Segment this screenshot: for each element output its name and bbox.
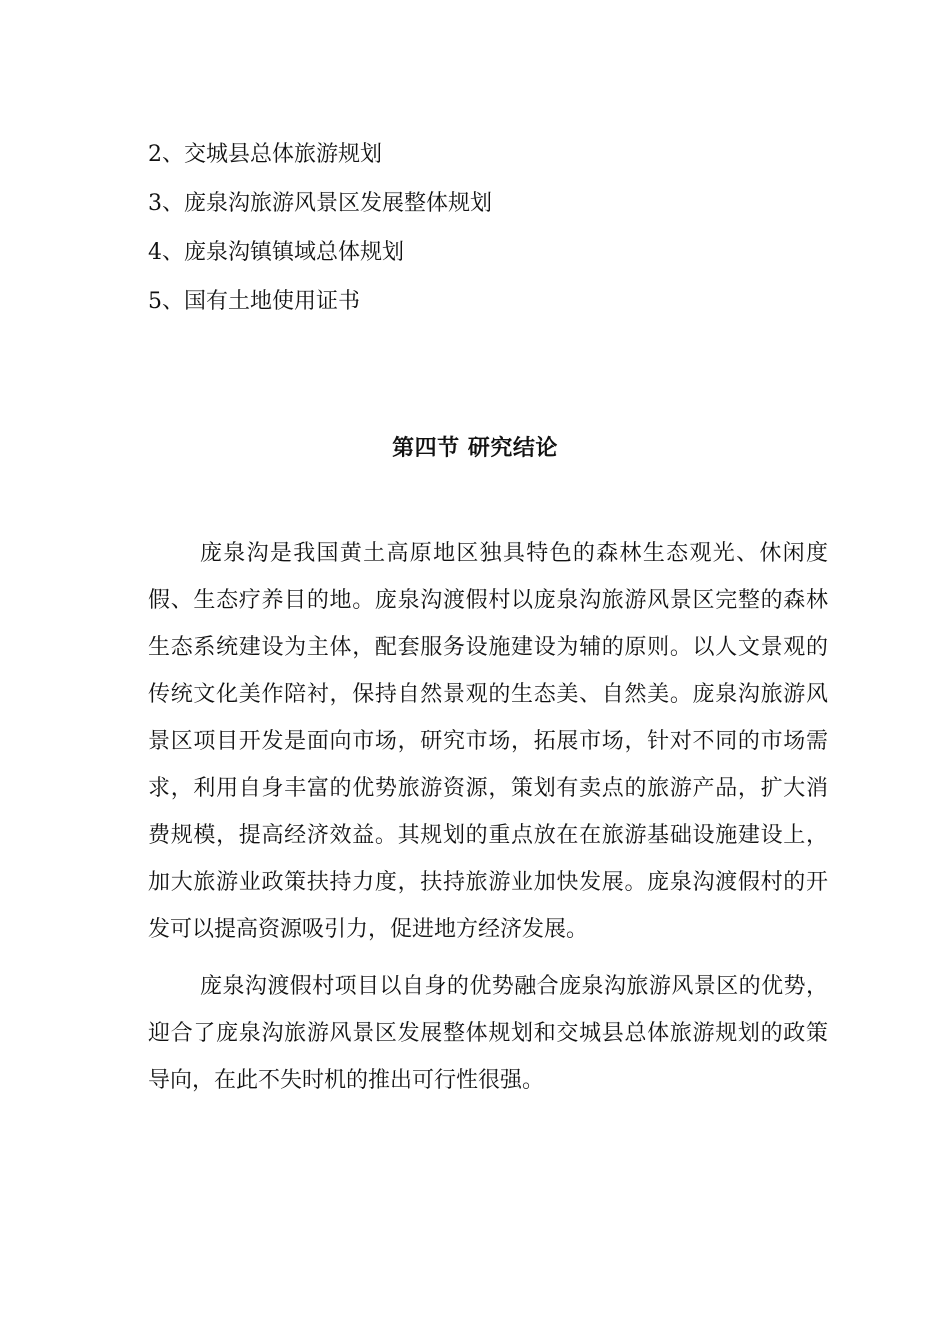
list-item: 5、国有土地使用证书 xyxy=(148,289,360,314)
list-item: 2、交城县总体旅游规划 xyxy=(148,142,382,167)
reference-list xyxy=(148,130,848,326)
section-title: 第四节 研究结论 xyxy=(392,436,558,461)
paragraph: 庞泉沟是我国黄土高原地区独具特色的森林生态观光、休闲度假、生态疗养目的地。庞泉沟渡假村以庞泉沟旅游风景区完整的森林生态系统建设为主体，配套服务设施建设为辅的原则。以人文景观的传统文化美作陪衬，保持自然景观的生态美、自然美。庞泉沟旅游风景区项目开发是面向市场，研究市场，拓展市场，针对不同的市场需求，利用自身丰富的优势旅游资源，策划有卖点的旅游产品，扩大消费规模，提高经济效益。其规划的重点放在在旅游基础设施建设上，加大旅游业政策扶持力度，扶持旅游业加快发展。庞泉沟渡假村的开发可以提高资源吸引力，促进地方经济发展。 xyxy=(148,541,828,942)
body-text xyxy=(148,530,828,1114)
list-item: 3、庞泉沟旅游风景区发展整体规划 xyxy=(148,191,492,216)
paragraph: 庞泉沟渡假村项目以自身的优势融合庞泉沟旅游风景区的优势，迎合了庞泉沟旅游风景区发展整体规划和交城县总体旅游规划的政策导向，在此不失时机的推出可行性很强。 xyxy=(148,974,828,1093)
list-item: 4、庞泉沟镇镇域总体规划 xyxy=(148,240,404,265)
